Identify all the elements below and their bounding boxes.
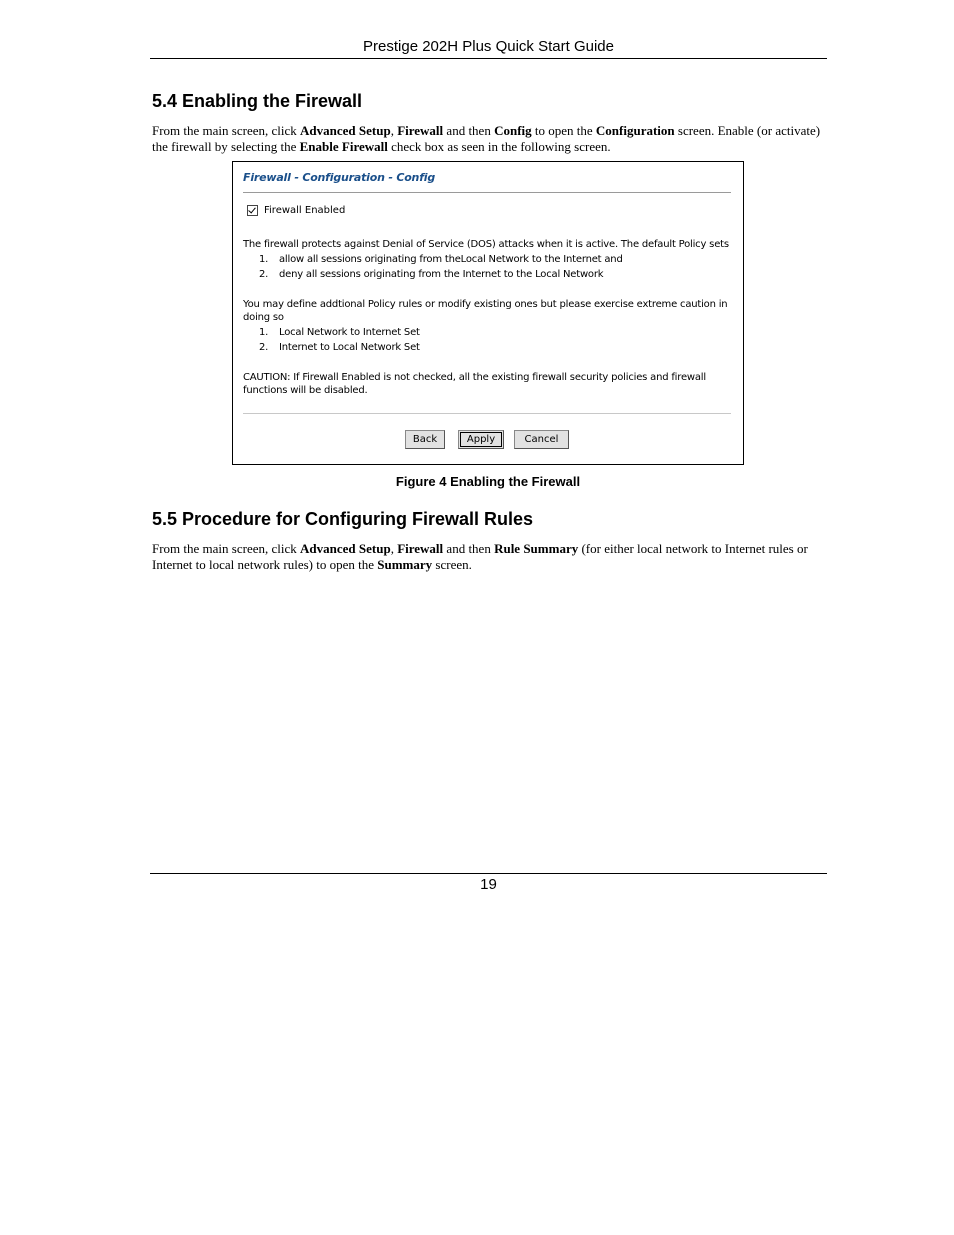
back-button[interactable]: Back	[405, 430, 445, 449]
caution-text-line1: CAUTION: If Firewall Enabled is not checked, all the existing firewall security policies and firewall	[243, 372, 706, 383]
page-number: 19	[150, 873, 827, 894]
local-to-internet-set-item: 1. Local Network to Internet Set	[259, 327, 420, 338]
define-text-line2: doing so	[243, 312, 284, 323]
firewall-enabled-row[interactable]	[247, 205, 345, 216]
policy-intro-text: The firewall protects against Denial of Service (DOS) attacks when it is active. The default Policy sets	[243, 239, 729, 250]
define-text-line1: You may define addtional Policy rules or modify existing ones but please exercise extreme caution in	[243, 299, 728, 310]
firewall-enabled-checkbox[interactable]	[247, 205, 258, 216]
firewall-enabled-label: Firewall Enabled	[264, 205, 346, 216]
buttons-divider	[243, 413, 731, 414]
section-paragraph-firewall-rules: From the main screen, click Advanced Setup, Firewall and then Rule Summary (for either local network to Internet rules or Internet to local network rules) to open the Summary screen.	[152, 541, 808, 572]
section-heading-firewall-rules: 5.5 Procedure for Configuring Firewall Rules	[152, 509, 534, 529]
title-divider	[243, 192, 731, 193]
section-heading-enabling-firewall: 5.4 Enabling the Firewall	[152, 91, 363, 111]
section-paragraph-enabling-firewall: From the main screen, click Advanced Setup, Firewall and then Config to open the Configuration screen. Enable (or activate) the firewall by selecting the Enable Firewall check box as seen in the following screen.	[152, 123, 821, 154]
page-header: Prestige 202H Plus Quick Start Guide	[150, 37, 827, 59]
policy-item: 1. allow all sessions originating from theLocal Network to the Internet and	[259, 254, 623, 265]
figure-caption: Figure 4 Enabling the Firewall	[395, 474, 581, 489]
apply-button[interactable]: Apply	[458, 430, 504, 449]
firewall-config-screenshot	[232, 161, 744, 465]
policy-item: 2. deny all sessions originating from the Internet to the Local Network	[259, 269, 604, 280]
internet-to-local-set-item: 2. Internet to Local Network Set	[259, 342, 420, 353]
screen-title: Firewall - Configuration - Config	[243, 171, 436, 184]
caution-text-line2: functions will be disabled.	[243, 385, 368, 396]
cancel-button[interactable]: Cancel	[514, 430, 569, 449]
